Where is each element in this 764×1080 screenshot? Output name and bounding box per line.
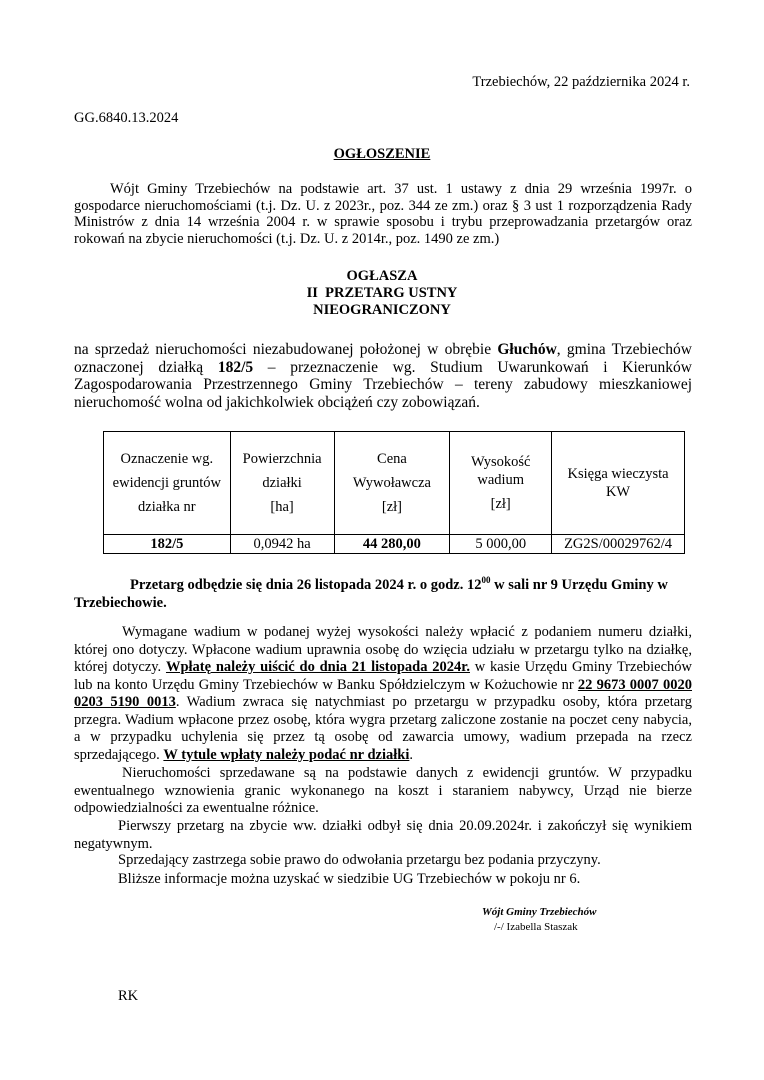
header-text: KW xyxy=(605,484,631,500)
header-text: Powierzchnia xyxy=(242,451,322,467)
header-text: Cena xyxy=(377,451,407,467)
header-text: Wywoławcza xyxy=(352,475,431,491)
announcement-line-3: NIEOGRANICZONY xyxy=(313,302,451,318)
intro-paragraph: Wójt Gminy Trzebiechów na podstawie art. 37 ust. 1 ustawy z dnia 29 września 1997r. o gospodarce nieruchomościami (t.j. Dz. U. z 2023r., poz. 344 ze zm.) oraz § 3 ust 1 rozporządzenia Rady Ministrów z dnia 14 września 2004 r. w sprawie sposobu i trybu przeprowadzania przetargów oraz rokowań na zbycie nieruchomości (t.j. Dz. U. z 2014r., poz. 1490 ze zm.) xyxy=(74,181,692,247)
first-auction-paragraph: Pierwszy przetarg na zbycie ww. działki odbył się dnia 20.09.2024r. i zakończył się wynikiem negatywnym. xyxy=(74,818,692,852)
header-plot-designation xyxy=(104,432,231,535)
initials: RK xyxy=(118,988,139,1004)
signature-role: Wójt Gminy Trzebiechów xyxy=(482,906,597,918)
signature-name: /-/ Izabella Staszak xyxy=(494,921,578,933)
deposit-text-4: . xyxy=(409,746,413,763)
cell-price: 44 280,00 xyxy=(334,535,450,554)
deposit-paragraph xyxy=(74,624,692,764)
header-text: Oznaczenie wg. xyxy=(120,451,214,467)
sale-village: Głuchów xyxy=(497,341,557,358)
plot-table xyxy=(103,431,685,554)
sale-paragraph xyxy=(74,341,692,411)
auction-place-text: w sali nr 9 Urzędu Gminy w Trzebiechowie. xyxy=(74,576,668,611)
header-text: działka nr xyxy=(138,499,196,515)
header-land-register xyxy=(552,432,685,535)
header-area xyxy=(230,432,334,535)
cell-area: 0,0942 ha xyxy=(230,535,334,554)
deposit-deadline: Wpłatę należy uiścić do dnia 21 listopada 2024r. xyxy=(165,659,470,675)
header-text: [zł] xyxy=(381,499,402,515)
deposit-text-1: Wymagane wadium w podanej wyżej wysokości należy wpłacić z podaniem numeru działki, której ono dotyczy. Wpłacone wadium uprawnia osobę do wzięcia udziału w przetargu tylko na działkę, której dotyczy. xyxy=(74,624,692,675)
header-text: działki xyxy=(262,475,302,491)
deposit-title-note: W tytule wpłaty należy podać nr działki xyxy=(163,746,410,763)
sale-plot: 182/5 xyxy=(217,358,254,376)
bank-account-number: 22 9673 0007 0020 0203 5190 0013 xyxy=(74,676,693,710)
deposit-text-2: w kasie Urzędu Gminy Trzebiechów lub na konto Urzędu Gminy Trzebiechów w Banku Spółdzielczym w Kożuchowie nr xyxy=(74,659,692,693)
boundaries-paragraph: Nieruchomości sprzedawane są na podstawie danych z ewidencji gruntów. W przypadku ewentualnego wznowienia granic wykonanego na koszt i staraniem nabywcy, Urząd nie bierze odpowiedzialności za ewentualne różnice. xyxy=(74,765,692,816)
header-text: [ha] xyxy=(270,499,294,515)
header-price xyxy=(334,432,450,535)
cell-land-register: ZG2S/00029762/4 xyxy=(552,535,685,554)
header-text: wadium xyxy=(477,472,525,488)
sale-text-2: , gmina Trzebiechów oznaczonej działką xyxy=(74,341,692,376)
more-info-paragraph: Bliższe informacje można uzyskać w siedzibie UG Trzebiechów w pokoju nr 6. xyxy=(118,871,581,887)
auction-time-text: Przetarg odbędzie się dnia 26 listopada 2024 r. o godz. 12 xyxy=(130,576,482,593)
cancel-right-paragraph: Sprzedający zastrzega sobie prawo do odwołania przetargu bez podania przyczyny. xyxy=(118,852,601,868)
cell-deposit: 5 000,00 xyxy=(450,535,552,554)
announcement-line-2: II PRZETARG USTNY xyxy=(306,285,458,301)
auction-time-minutes: 00 xyxy=(481,575,491,585)
document-title: OGŁOSZENIE xyxy=(333,146,431,162)
table-header-row xyxy=(104,432,685,535)
deposit-text-3: . Wadium zwraca się natychmiast po przetargu w przypadku osoby, która przetarg przegra. Wadium wpłacone przez osobę, która wygra przetarg zaliczone zostanie na poczet ceny nabycia, a w przypadku uchylenia się przez tą osobę od zawarcia umowy, wadium przepada na rzecz sprzedającego. xyxy=(74,694,692,763)
announcement-heading xyxy=(0,268,764,319)
header-text: [zł] xyxy=(490,496,511,512)
header-text: ewidencji gruntów xyxy=(112,475,221,491)
place-date: Trzebiechów, 22 października 2024 r. xyxy=(472,74,690,90)
header-text: Księga wieczysta xyxy=(567,466,669,482)
announcement-line-1: OGŁASZA xyxy=(346,268,418,284)
header-text: Wysokość xyxy=(470,454,531,470)
sale-text-3: – przeznaczenie wg. Studium Uwarunkowań i Kierunków Zagospodarowania Przestrzennego Gminy Trzebiechów – tereny zabudowy mieszkaniowej nieruchomość wolna od jakichkolwiek obciążeń czy zobowiązań. xyxy=(74,358,692,411)
cell-plot: 182/5 xyxy=(104,535,231,554)
table-row xyxy=(104,535,685,554)
sale-text-1: na sprzedaż nieruchomości niezabudowanej położonej w obrębie xyxy=(74,341,498,358)
header-deposit xyxy=(450,432,552,535)
auction-time xyxy=(74,571,692,612)
reference-number: GG.6840.13.2024 xyxy=(74,110,179,126)
